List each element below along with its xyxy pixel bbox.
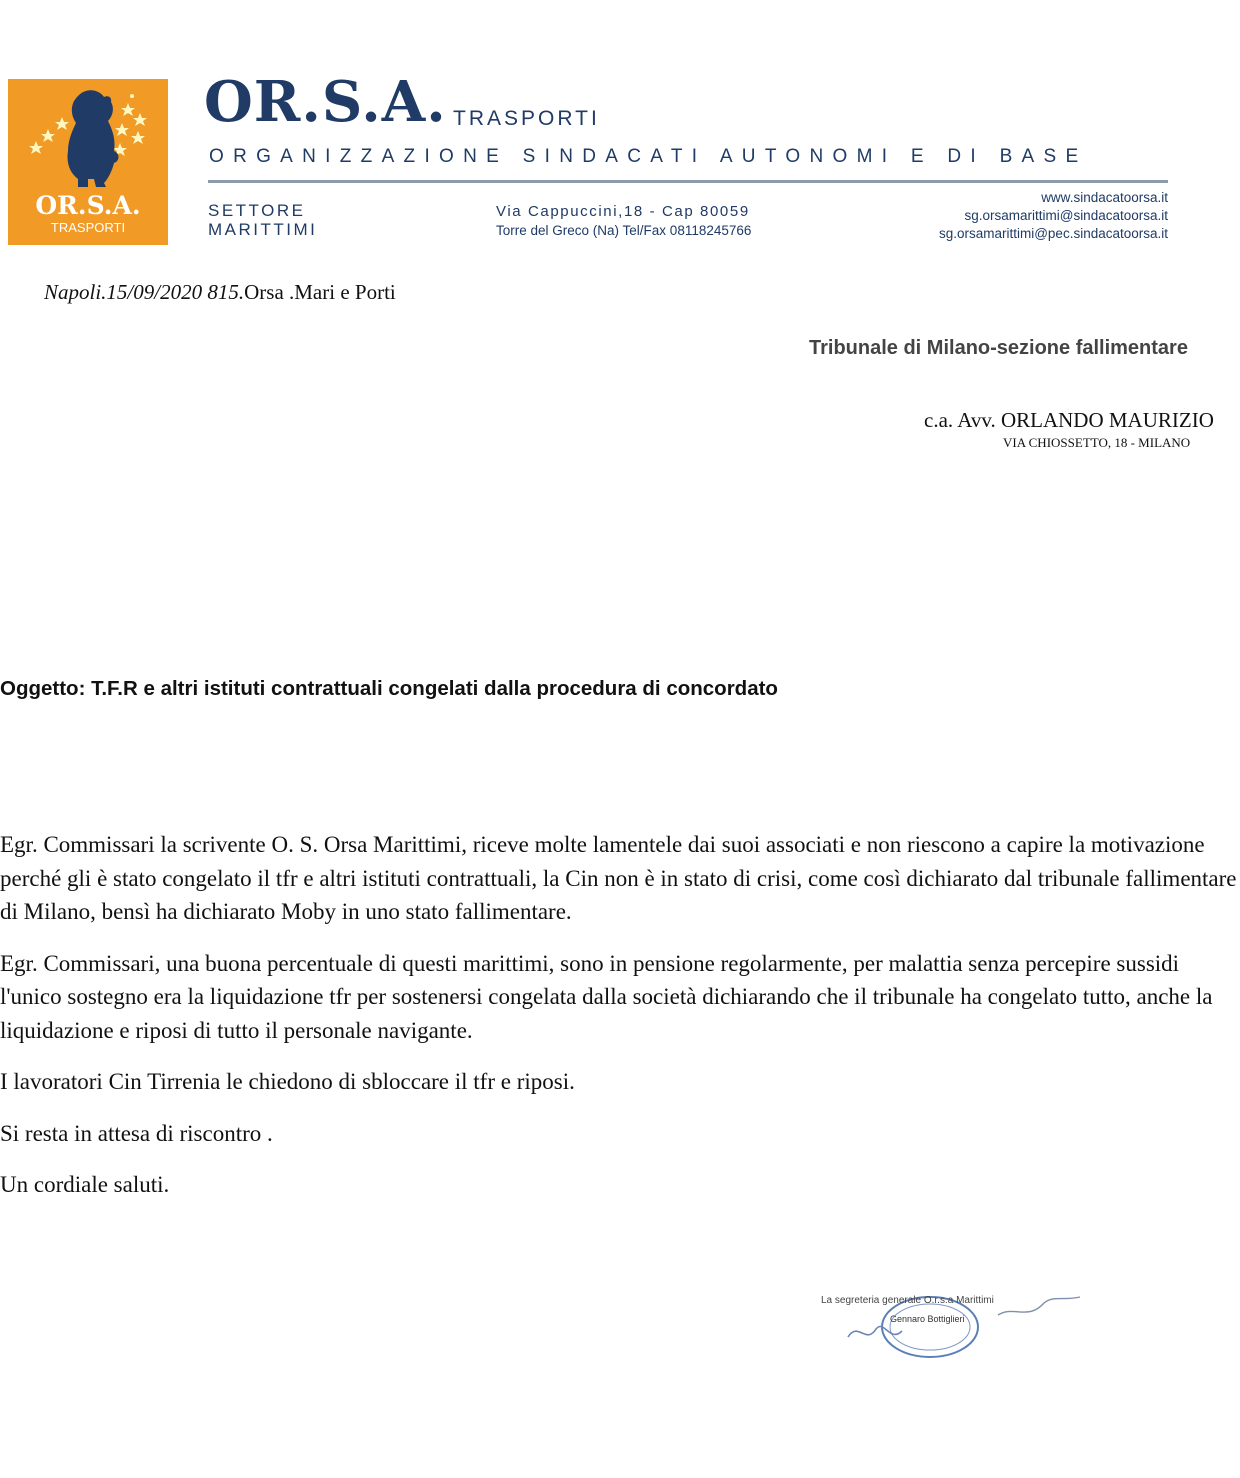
sector-line-2: MARITTIMI: [208, 220, 318, 239]
attention-address: VIA CHIOSSETTO, 18 - MILANO: [1003, 435, 1191, 450]
date-reference: [44, 280, 396, 305]
letter-body: [0, 828, 1240, 1220]
sector-label: [208, 201, 317, 239]
pec-email-link[interactable]: sg.orsamarittimi@pec.sindacatoorsa.it: [938, 226, 1168, 241]
sector-line-1: SETTORE: [208, 201, 306, 220]
body-paragraph: Si resta in attesa di riscontro .: [0, 1120, 273, 1146]
date-protocol: Napoli.15/09/2020 815.: [44, 280, 245, 304]
signature-name: Gennaro Bottiglieri: [890, 1314, 965, 1324]
body-paragraph: I lavoratori Cin Tirrenia le chiedono di sbloccare il tfr e riposi.: [0, 1069, 575, 1094]
subject-line: Oggetto: T.F.R e altri istituti contrattuali congelati dalla procedura di concordato: [0, 677, 778, 700]
date-reference-tail: Orsa .Mari e Porti: [244, 280, 396, 304]
brand-name: OR.S.A.: [204, 69, 447, 135]
signature-stamp: [818, 1285, 1084, 1363]
organization-full-name: ORGANIZZAZIONE SINDACATI AUTONOMI E DI BASE: [209, 146, 1088, 167]
attention-line: c.a. Avv. ORLANDO MAURIZIO: [924, 408, 1214, 432]
address-line-1: Via Cappuccini,18 - Cap 80059: [496, 203, 750, 220]
address-line-2: Torre del Greco (Na) Tel/Fax 08118245766: [496, 223, 752, 238]
contact-block: [939, 189, 1168, 243]
body-paragraph: Egr. Commissari la scrivente O. S. Orsa Marittimi, riceve molte lamentele dai suoi associati e non riescono a capire la motivazione perché gli è stato congelato il tfr e altri istituti contrattuali, la Cin non è in stato di crisi, come così dichiarato dal tribunale fallimentare di Milano, bensì ha dichiarato Moby in uno stato fallimentare.: [0, 832, 1237, 924]
recipient: Tribunale di Milano-sezione fallimentare: [809, 337, 1188, 359]
logo-subtitle: TRASPORTI: [50, 220, 126, 235]
signature-caption: La segreteria generale O.r.s.a Marittimi: [821, 1295, 994, 1306]
body-paragraph: Egr. Commissari, una buona percentuale di questi marittimi, sono in pensione regolarmente, per malattia senza percepire sussidi l'unico sostegno era la liquidazione tfr per sostenersi congelata dalla società dichiarando che il tribunale ha congelato tutto, anche la liquidazione e riposi di tutto il personale navigante.: [0, 950, 1213, 1043]
website-link[interactable]: www.sindacatoorsa.it: [1041, 190, 1168, 205]
brand-subtitle: TRASPORTI: [453, 107, 600, 130]
logo-name: OR.S.A.: [35, 191, 141, 220]
letterhead-divider: [208, 180, 1168, 183]
body-paragraph: Un cordiale saluti.: [0, 1172, 170, 1197]
orsa-logo: [8, 79, 168, 245]
email-link[interactable]: sg.orsamarittimi@sindacatoorsa.it: [964, 208, 1168, 223]
